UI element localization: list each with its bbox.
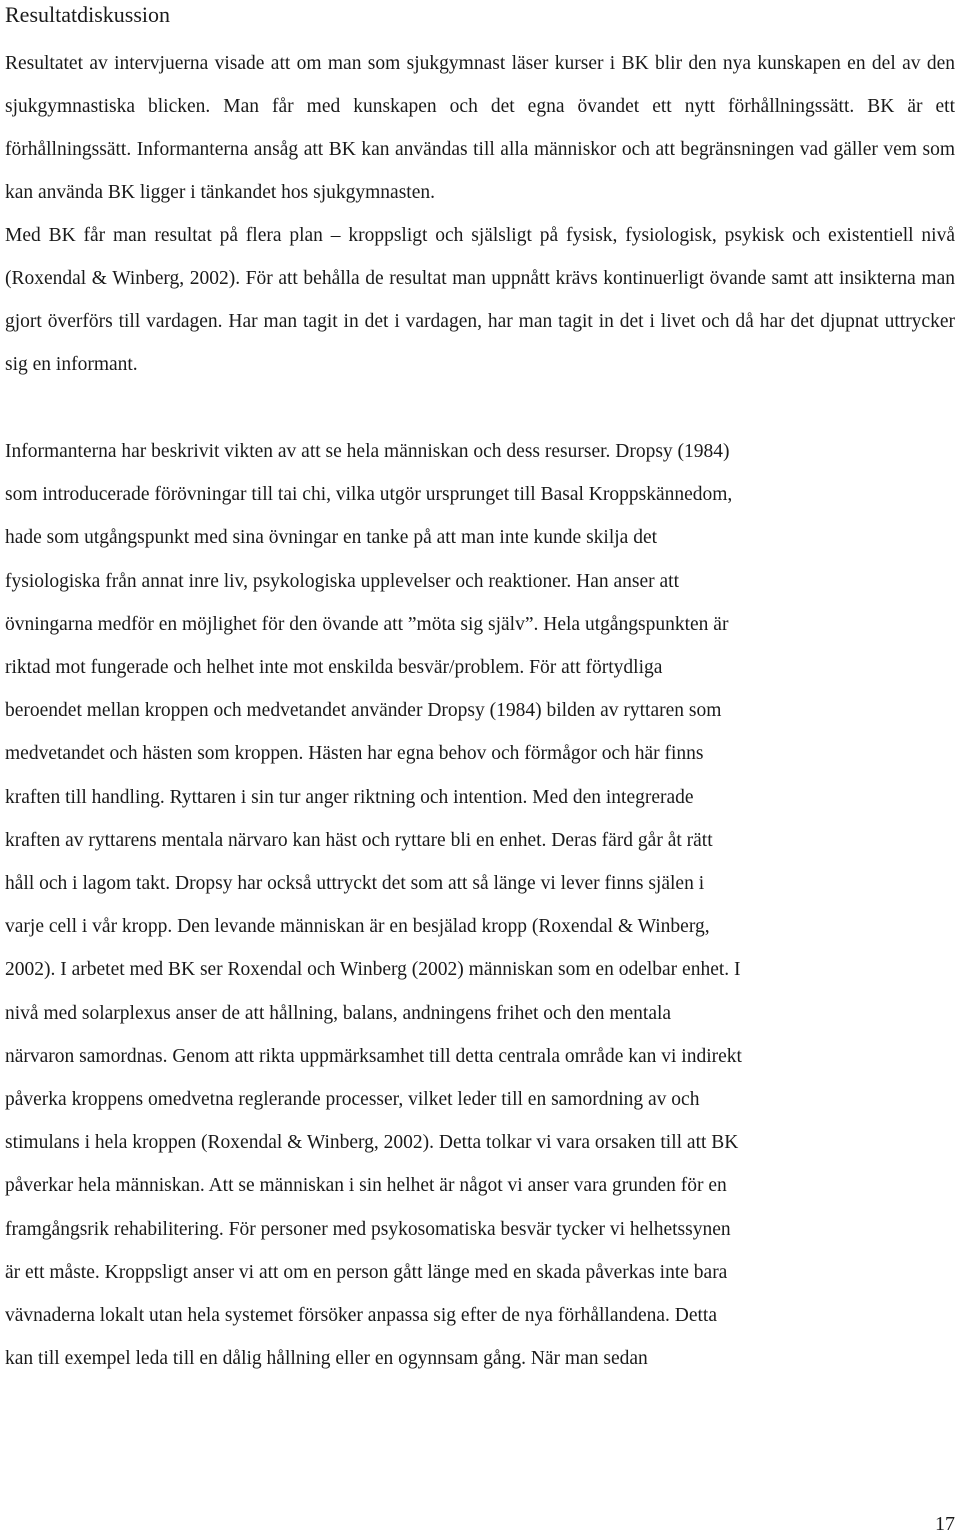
text-line: närvaron samordnas. Genom att rikta uppmärksamhet till detta centrala område kan vi indirekt (5, 1045, 742, 1067)
text-line: vävnaderna lokalt utan hela systemet försöker anpassa sig efter de nya förhållandena. Detta (5, 1305, 718, 1327)
text-line: framgångsrik rehabilitering. För personer med psykosomatiska besvär tycker vi helhetssynen (5, 1218, 731, 1240)
text-line: påverkar hela människan. Att se människan i sin helhet är något vi anser vara grunden för en (5, 1175, 727, 1197)
paragraph-3 (5, 430, 955, 1380)
text-line: är ett måste. Kroppsligt anser vi att om en person gått länge med en skada påverkas inte bara (5, 1261, 728, 1283)
text-line: medvetandet och hästen som kroppen. Hästen har egna behov och förmågor och här finns (5, 743, 704, 765)
page-number: 17 (935, 1513, 955, 1535)
text-line: kraften till handling. Ryttaren i sin tur anger riktning och intention. Med den integrerade (5, 786, 694, 808)
text-line: 2002). I arbetet med BK ser Roxendal och Winberg (2002) människan som en odelbar enhet. I (5, 959, 741, 981)
text-line: Informanterna har beskrivit vikten av att se hela människan och dess resurser. Dropsy (1984) (5, 441, 730, 462)
text-line: riktad mot fungerade och helhet inte mot enskilda besvär/problem. För att förtydliga (5, 657, 663, 679)
section-heading: Resultatdiskussion (5, 2, 171, 27)
paragraph-1: Resultatet av intervjuerna visade att om man som sjukgymnast läser kurser i BK blir den nya kunskapen en del av den sjukgymnastiska blicken. Man får med kunskapen och det egna övandet ett nytt förhållningssätt. BK är ett förhållningssätt. Informanterna ansåg att BK kan användas till alla människor och att begränsningen vad gäller vem som kan använda BK ligger i tänkandet hos sjukgymnasten. (5, 53, 955, 203)
text-line: stimulans i hela kroppen (Roxendal & Winberg, 2002). Detta tolkar vi vara orsaken till att BK (5, 1132, 739, 1154)
text-line: varje cell i vår kropp. Den levande människan är en besjälad kropp (Roxendal & Winberg, (5, 916, 710, 938)
text-line: övningarna medför en möjlighet för den övande att ”möta sig själv”. Hela utgångspunkten är (5, 613, 729, 635)
text-line: fysiologiska från annat inre liv, psykologiska upplevelser och reaktioner. Han anser att (5, 570, 679, 592)
text-line: kan till exempel leda till en dålig hållning eller en ogynnsam gång. När man sedan (5, 1348, 648, 1370)
text-line: hade som utgångspunkt med sina övningar en tanke på att man inte kunde skilja det (5, 527, 658, 549)
paragraph-2: Med BK får man resultat på flera plan – kroppsligt och själsligt på fysisk, fysiologisk, psykisk och existentiell nivå (Roxendal & Winberg, 2002). För att behålla de resultat man uppnått krävs kontinuerligt övande samt att insikterna man gjort överförs till vardagen. Har man tagit in det i vardagen, har man tagit in det i livet och då har det djupnat uttrycker sig en informant. (5, 225, 955, 375)
intro-paragraphs (5, 42, 955, 386)
text-line: som introducerade förövningar till tai chi, vilka utgör ursprunget till Basal Kroppskännedom, (5, 484, 733, 506)
text-line: kraften av ryttarens mentala närvaro kan häst och ryttare bli en enhet. Deras färd går åt rätt (5, 829, 713, 851)
text-line: nivå med solarplexus anser de att hållning, balans, andningens frihet och den mentala (5, 1002, 672, 1024)
text-line: påverka kroppens omedvetna reglerande processer, vilket leder till en samordning av och (5, 1089, 700, 1111)
text-line: beroendet mellan kroppen och medvetandet använder Dropsy (1984) bilden av ryttaren som (5, 700, 722, 722)
document-page (5, 0, 955, 1380)
text-line: håll och i lagom takt. Dropsy har också uttryckt det som att så länge vi lever finns själen i (5, 873, 705, 895)
